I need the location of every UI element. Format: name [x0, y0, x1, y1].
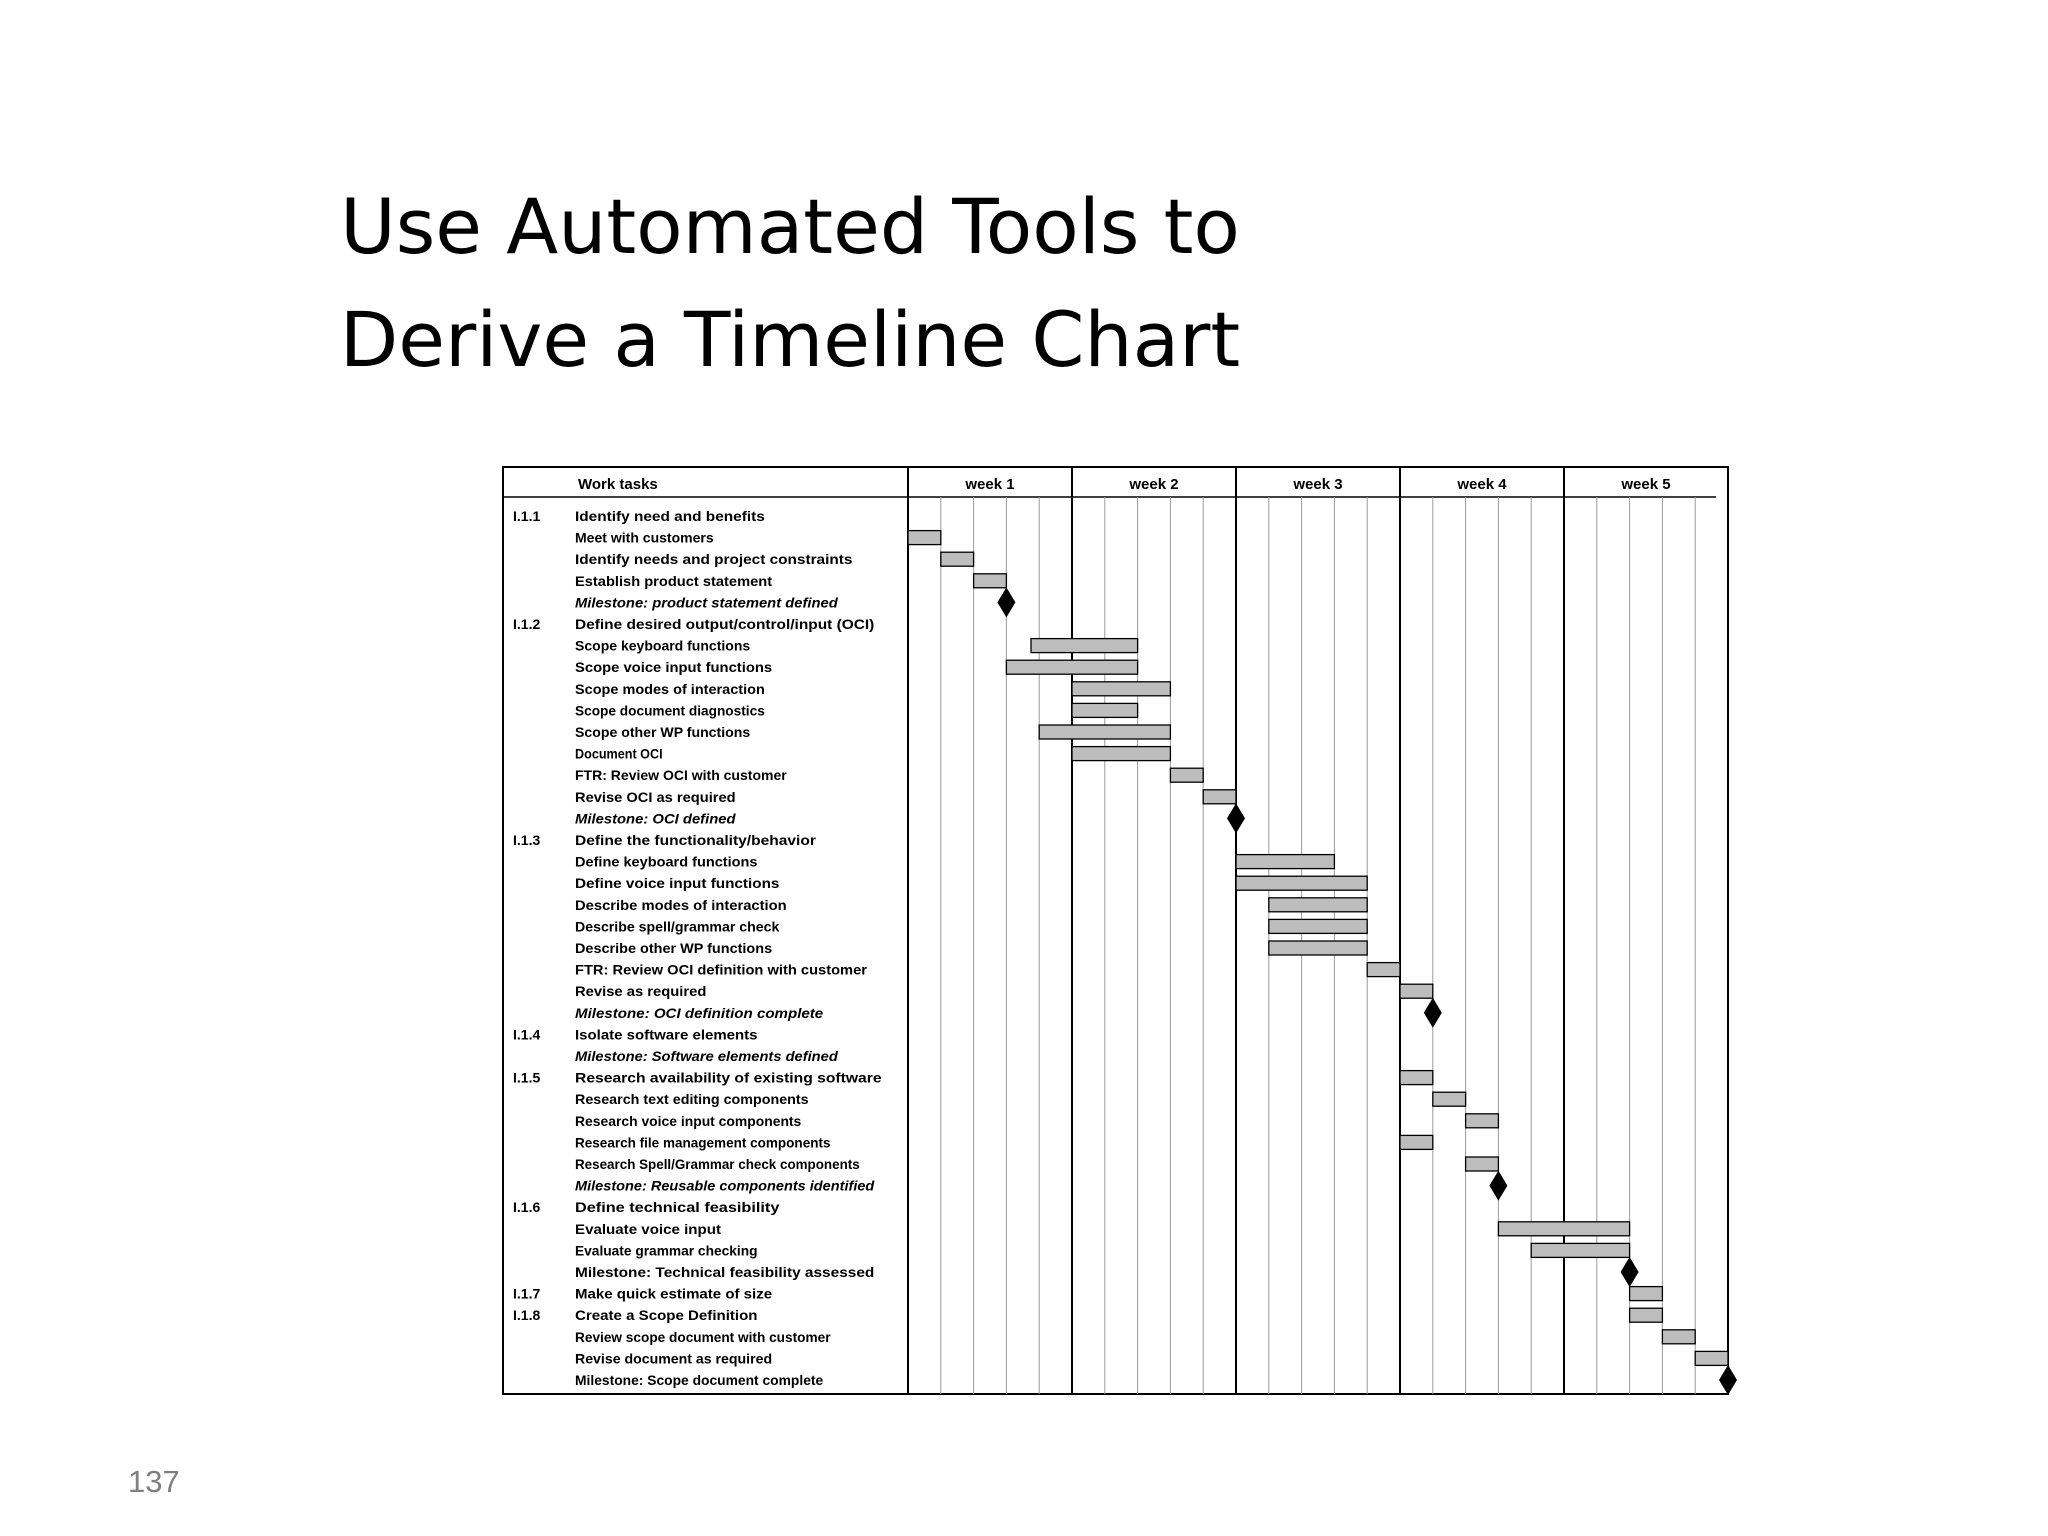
milestone-diamond	[1489, 1171, 1507, 1201]
task-bar	[908, 531, 941, 545]
header-week-5: week 5	[1621, 476, 1671, 493]
task-label: Scope document diagnostics	[575, 702, 766, 719]
milestone-diamond	[1424, 998, 1442, 1028]
task-label: Define desired output/control/input (OCI)	[575, 616, 875, 632]
task-label: FTR: Review OCI with customer	[575, 767, 788, 784]
task-label: Evaluate voice input	[575, 1220, 722, 1237]
task-bar	[1269, 919, 1367, 933]
task-label: Identify needs and project constraints	[575, 551, 853, 568]
task-id: I.1.4	[513, 1026, 541, 1043]
task-bar	[974, 574, 1007, 588]
task-bar	[1170, 768, 1203, 782]
task-id: I.1.1	[513, 508, 541, 524]
task-label: Milestone: product statement defined	[575, 594, 839, 611]
task-bar	[941, 552, 974, 566]
task-id: I.1.8	[513, 1307, 541, 1324]
task-bar	[1031, 639, 1138, 653]
milestone-diamond	[1621, 1257, 1639, 1287]
task-bar	[1072, 747, 1170, 761]
task-id: I.1.2	[513, 616, 541, 632]
task-bar	[1400, 1135, 1433, 1149]
header-week-1: week 1	[965, 476, 1015, 493]
header-week-4: week 4	[1457, 476, 1507, 493]
task-label: Research Spell/Grammar check components	[575, 1156, 860, 1172]
slide-title-line-1: Use Automated Tools to	[340, 182, 1240, 271]
task-bar	[1039, 725, 1170, 739]
task-bar	[1400, 984, 1433, 998]
task-bar	[1367, 963, 1400, 977]
task-label: Research voice input components	[575, 1112, 802, 1129]
task-bar	[1400, 1071, 1433, 1085]
task-bar	[1433, 1092, 1466, 1106]
task-label: Define technical feasibility	[575, 1199, 780, 1216]
task-label: Revise as required	[575, 983, 707, 1000]
task-label: Describe other WP functions	[575, 940, 773, 956]
task-label: Milestone: Reusable components identified	[575, 1177, 875, 1194]
task-label: Meet with customers	[575, 529, 714, 546]
task-label: Research availability of existing software	[575, 1069, 882, 1086]
task-bar	[1466, 1114, 1499, 1128]
task-label: Isolate software elements	[575, 1026, 758, 1043]
page-number: 137	[128, 1464, 180, 1499]
task-label: Scope voice input functions	[575, 659, 773, 676]
task-bar	[1269, 941, 1367, 955]
task-bar	[1072, 682, 1170, 696]
task-label: Milestone: Scope document complete	[575, 1372, 824, 1388]
task-label: Describe modes of interaction	[575, 896, 787, 913]
milestone-diamond	[1719, 1365, 1737, 1395]
task-label: FTR: Review OCI definition with customer	[575, 961, 868, 978]
task-bar	[1630, 1308, 1663, 1322]
task-label: Revise document as required	[575, 1350, 773, 1367]
task-label: Document OCI	[575, 745, 663, 762]
milestone-diamond	[997, 587, 1015, 617]
task-label: Milestone: OCI defined	[575, 810, 737, 827]
task-label: Research file management components	[575, 1134, 831, 1151]
task-id: I.1.3	[513, 832, 541, 848]
task-label: Milestone: Technical feasibility assessed	[575, 1264, 875, 1280]
task-id: I.1.6	[513, 1199, 541, 1216]
milestone-diamond	[1227, 803, 1245, 833]
task-label: Review scope document with customer	[575, 1328, 832, 1345]
task-bar	[1236, 855, 1334, 869]
slide-title-line-2: Derive a Timeline Chart	[339, 295, 1241, 384]
task-label: Research text editing components	[575, 1091, 809, 1108]
task-label: Define the functionality/behavior	[575, 832, 817, 848]
task-label: Milestone: OCI definition complete	[575, 1004, 824, 1021]
task-id: I.1.7	[513, 1285, 541, 1302]
task-label: Scope other WP functions	[575, 724, 751, 740]
task-bar	[1531, 1243, 1629, 1257]
header-work-tasks: Work tasks	[578, 476, 658, 493]
task-bar	[1203, 790, 1236, 804]
task-label: Scope modes of interaction	[575, 680, 765, 697]
task-bar	[1006, 660, 1137, 674]
task-bar	[1630, 1287, 1663, 1301]
task-label: Establish product statement	[575, 572, 773, 589]
task-bar	[1498, 1222, 1629, 1236]
header-week-2: week 2	[1129, 476, 1179, 493]
task-id: I.1.5	[513, 1069, 541, 1086]
task-label: Milestone: Software elements defined	[575, 1048, 839, 1064]
task-label: Evaluate grammar checking	[575, 1242, 758, 1259]
task-label: Make quick estimate of size	[575, 1285, 773, 1302]
task-bar	[1695, 1351, 1728, 1365]
task-bar	[1236, 876, 1367, 890]
task-bar	[1269, 898, 1367, 912]
task-label: Define voice input functions	[575, 875, 780, 892]
task-label: Define keyboard functions	[575, 853, 758, 870]
header-week-3: week 3	[1293, 476, 1343, 493]
task-label: Revise OCI as required	[575, 788, 736, 805]
task-label: Identify need and benefits	[575, 508, 766, 524]
task-bar	[1662, 1330, 1695, 1344]
task-label: Create a Scope Definition	[575, 1307, 758, 1324]
task-bar	[1072, 703, 1138, 717]
task-label: Describe spell/grammar check	[575, 918, 780, 935]
task-bar	[1466, 1157, 1499, 1171]
task-label: Scope keyboard functions	[575, 637, 751, 654]
